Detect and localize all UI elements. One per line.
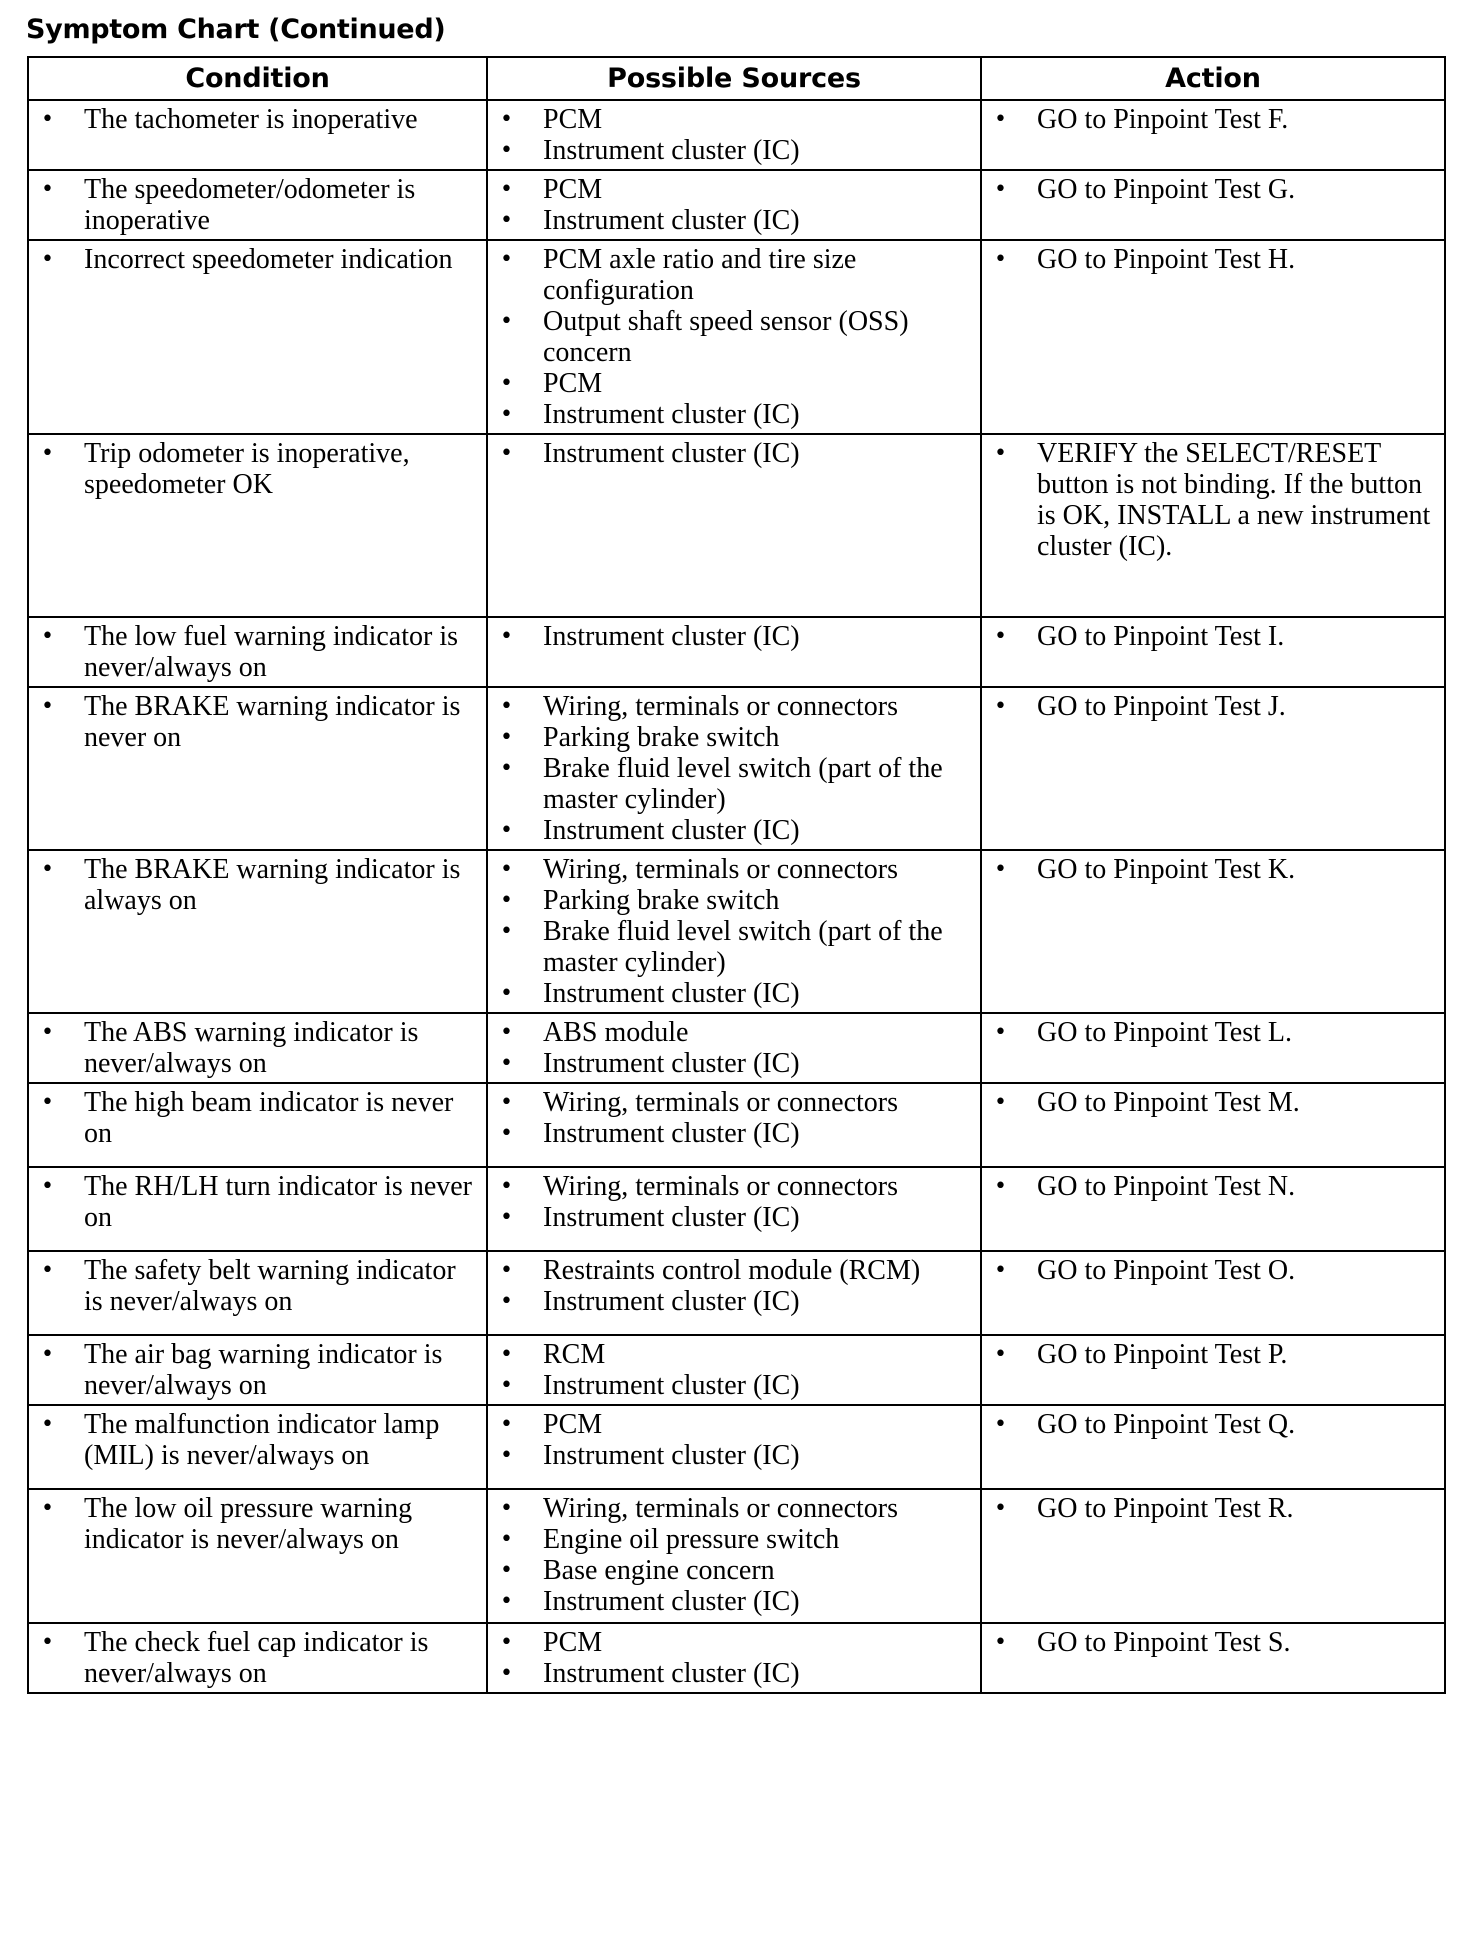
condition-cell: [28, 100, 487, 170]
condition-list: [29, 1255, 486, 1317]
source-item: • PCM: [488, 1627, 980, 1658]
action-text: • GO to Pinpoint Test R.: [982, 1493, 1444, 1524]
action-list: [982, 438, 1444, 562]
sources-list: [488, 1017, 980, 1079]
action-cell: [981, 850, 1445, 1013]
condition-cell: [28, 170, 487, 240]
source-item: • Instrument cluster (IC): [488, 1118, 980, 1149]
condition-list: [29, 1627, 486, 1689]
condition-cell: [28, 1083, 487, 1167]
condition-text: • The BRAKE warning indicator is never on: [29, 691, 486, 753]
possible-sources-cell: [487, 617, 981, 687]
action-cell: [981, 1083, 1445, 1167]
action-list: [982, 854, 1444, 885]
possible-sources-cell: [487, 850, 981, 1013]
action-list: [982, 174, 1444, 205]
condition-cell: [28, 687, 487, 850]
condition-list: [29, 854, 486, 916]
condition-cell: [28, 1013, 487, 1083]
table-row: [28, 1489, 1445, 1623]
condition-cell: [28, 1167, 487, 1251]
sources-list: [488, 1627, 980, 1689]
condition-text: • The RH/LH turn indicator is never on: [29, 1171, 486, 1233]
condition-list: [29, 1409, 486, 1471]
source-item: • Instrument cluster (IC): [488, 205, 980, 236]
condition-list: [29, 1493, 486, 1555]
action-list: [982, 244, 1444, 275]
action-text: • GO to Pinpoint Test F.: [982, 104, 1444, 135]
source-item: • Parking brake switch: [488, 885, 980, 916]
sources-list: [488, 1255, 980, 1317]
sources-list: [488, 1171, 980, 1233]
action-cell: [981, 1167, 1445, 1251]
column-header-condition: Condition: [28, 57, 487, 100]
sources-list: [488, 244, 980, 430]
action-cell: [981, 434, 1445, 617]
sources-list: [488, 438, 980, 469]
condition-cell: [28, 1489, 487, 1623]
source-item: • Base engine concern: [488, 1555, 980, 1586]
sources-list: [488, 1339, 980, 1401]
condition-list: [29, 104, 486, 135]
condition-text: • The safety belt warning indicator is never/always on: [29, 1255, 486, 1317]
condition-text: • The BRAKE warning indicator is always on: [29, 854, 486, 916]
table-row: [28, 434, 1445, 617]
table-row: [28, 1251, 1445, 1335]
condition-text: • The ABS warning indicator is never/always on: [29, 1017, 486, 1079]
source-item: • Instrument cluster (IC): [488, 978, 980, 1009]
source-item: • Instrument cluster (IC): [488, 438, 980, 469]
source-item: • Instrument cluster (IC): [488, 1048, 980, 1079]
source-item: • Brake fluid level switch (part of the master cylinder): [488, 753, 980, 815]
action-cell: [981, 1623, 1445, 1693]
header-row: [28, 57, 1445, 100]
source-item: • PCM axle ratio and tire size configuration: [488, 244, 980, 306]
source-item: • Instrument cluster (IC): [488, 1286, 980, 1317]
source-item: • Instrument cluster (IC): [488, 1586, 980, 1617]
action-text: • GO to Pinpoint Test G.: [982, 174, 1444, 205]
table-row: [28, 1623, 1445, 1693]
table-row: [28, 1013, 1445, 1083]
action-list: [982, 1339, 1444, 1370]
condition-text: • The tachometer is inoperative: [29, 104, 486, 135]
action-list: [982, 1255, 1444, 1286]
action-cell: [981, 240, 1445, 434]
action-cell: [981, 1335, 1445, 1405]
column-header-possible-sources: Possible Sources: [487, 57, 981, 100]
condition-text: • The low fuel warning indicator is never/always on: [29, 621, 486, 683]
source-item: • PCM: [488, 1409, 980, 1440]
possible-sources-cell: [487, 240, 981, 434]
source-item: • ABS module: [488, 1017, 980, 1048]
condition-cell: [28, 434, 487, 617]
sources-list: [488, 174, 980, 236]
source-item: • Brake fluid level switch (part of the master cylinder): [488, 916, 980, 978]
action-cell: [981, 1405, 1445, 1489]
condition-text: • The low oil pressure warning indicator is never/always on: [29, 1493, 486, 1555]
possible-sources-cell: [487, 1335, 981, 1405]
possible-sources-cell: [487, 1013, 981, 1083]
condition-text: • Trip odometer is inoperative, speedometer OK: [29, 438, 486, 500]
action-cell: [981, 1013, 1445, 1083]
condition-cell: [28, 617, 487, 687]
condition-cell: [28, 240, 487, 434]
source-item: • PCM: [488, 104, 980, 135]
action-list: [982, 1409, 1444, 1440]
condition-cell: [28, 1623, 487, 1693]
condition-list: [29, 174, 486, 236]
source-item: • Instrument cluster (IC): [488, 1370, 980, 1401]
source-item: • Instrument cluster (IC): [488, 621, 980, 652]
action-list: [982, 621, 1444, 652]
possible-sources-cell: [487, 1083, 981, 1167]
sources-list: [488, 104, 980, 166]
source-item: • Wiring, terminals or connectors: [488, 691, 980, 722]
action-cell: [981, 1251, 1445, 1335]
action-text: • GO to Pinpoint Test H.: [982, 244, 1444, 275]
sources-list: [488, 691, 980, 846]
possible-sources-cell: [487, 1489, 981, 1623]
table-header: [28, 57, 1445, 100]
action-list: [982, 691, 1444, 722]
condition-list: [29, 1087, 486, 1149]
possible-sources-cell: [487, 100, 981, 170]
table-row: [28, 1335, 1445, 1405]
source-item: • Output shaft speed sensor (OSS) concern: [488, 306, 980, 368]
table-row: [28, 240, 1445, 434]
action-list: [982, 104, 1444, 135]
source-item: • PCM: [488, 368, 980, 399]
source-item: • Engine oil pressure switch: [488, 1524, 980, 1555]
condition-cell: [28, 1251, 487, 1335]
source-item: • RCM: [488, 1339, 980, 1370]
condition-text: • Incorrect speedometer indication: [29, 244, 486, 275]
source-item: • Instrument cluster (IC): [488, 1658, 980, 1689]
action-text: • GO to Pinpoint Test L.: [982, 1017, 1444, 1048]
action-text: • GO to Pinpoint Test N.: [982, 1171, 1444, 1202]
source-item: • Instrument cluster (IC): [488, 399, 980, 430]
table-row: [28, 617, 1445, 687]
source-item: • Parking brake switch: [488, 722, 980, 753]
sources-list: [488, 1087, 980, 1149]
action-text: • GO to Pinpoint Test I.: [982, 621, 1444, 652]
action-text: • GO to Pinpoint Test M.: [982, 1087, 1444, 1118]
condition-cell: [28, 1405, 487, 1489]
action-text: • GO to Pinpoint Test J.: [982, 691, 1444, 722]
table-row: [28, 850, 1445, 1013]
condition-list: [29, 1017, 486, 1079]
action-cell: [981, 617, 1445, 687]
condition-list: [29, 1339, 486, 1401]
source-item: • PCM: [488, 174, 980, 205]
source-item: • Instrument cluster (IC): [488, 1202, 980, 1233]
condition-text: • The speedometer/odometer is inoperative: [29, 174, 486, 236]
condition-list: [29, 1171, 486, 1233]
action-list: [982, 1087, 1444, 1118]
sources-list: [488, 1409, 980, 1471]
action-cell: [981, 170, 1445, 240]
sources-list: [488, 621, 980, 652]
action-text: • VERIFY the SELECT/RESET button is not binding. If the button is OK, INSTALL a new instrument cluster (IC).: [982, 438, 1444, 562]
condition-list: [29, 691, 486, 753]
source-item: • Restraints control module (RCM): [488, 1255, 980, 1286]
table-row: [28, 1083, 1445, 1167]
table-row: [28, 170, 1445, 240]
possible-sources-cell: [487, 1405, 981, 1489]
source-item: • Wiring, terminals or connectors: [488, 854, 980, 885]
table-row: [28, 1167, 1445, 1251]
possible-sources-cell: [487, 687, 981, 850]
condition-cell: [28, 850, 487, 1013]
source-item: • Instrument cluster (IC): [488, 815, 980, 846]
condition-cell: [28, 1335, 487, 1405]
table-row: [28, 687, 1445, 850]
action-text: • GO to Pinpoint Test Q.: [982, 1409, 1444, 1440]
action-list: [982, 1017, 1444, 1048]
sources-list: [488, 854, 980, 1009]
condition-text: • The check fuel cap indicator is never/always on: [29, 1627, 486, 1689]
action-cell: [981, 687, 1445, 850]
action-text: • GO to Pinpoint Test O.: [982, 1255, 1444, 1286]
action-cell: [981, 1489, 1445, 1623]
possible-sources-cell: [487, 1167, 981, 1251]
possible-sources-cell: [487, 170, 981, 240]
action-text: • GO to Pinpoint Test K.: [982, 854, 1444, 885]
table-row: [28, 100, 1445, 170]
condition-list: [29, 621, 486, 683]
action-text: • GO to Pinpoint Test S.: [982, 1627, 1444, 1658]
source-item: • Wiring, terminals or connectors: [488, 1493, 980, 1524]
column-header-action: Action: [981, 57, 1445, 100]
table-row: [28, 1405, 1445, 1489]
source-item: • Instrument cluster (IC): [488, 135, 980, 166]
condition-text: • The high beam indicator is never on: [29, 1087, 486, 1149]
source-item: • Wiring, terminals or connectors: [488, 1087, 980, 1118]
action-cell: [981, 100, 1445, 170]
source-item: • Instrument cluster (IC): [488, 1440, 980, 1471]
action-list: [982, 1493, 1444, 1524]
sources-list: [488, 1493, 980, 1617]
page-title: Symptom Chart (Continued): [26, 14, 446, 45]
possible-sources-cell: [487, 1623, 981, 1693]
condition-list: [29, 244, 486, 275]
condition-list: [29, 438, 486, 500]
action-text: • GO to Pinpoint Test P.: [982, 1339, 1444, 1370]
possible-sources-cell: [487, 434, 981, 617]
source-item: • Wiring, terminals or connectors: [488, 1171, 980, 1202]
possible-sources-cell: [487, 1251, 981, 1335]
symptom-chart-table: [27, 56, 1446, 1694]
condition-text: • The air bag warning indicator is never/always on: [29, 1339, 486, 1401]
action-list: [982, 1627, 1444, 1658]
table-body: [28, 100, 1445, 1693]
condition-text: • The malfunction indicator lamp (MIL) is never/always on: [29, 1409, 486, 1471]
action-list: [982, 1171, 1444, 1202]
